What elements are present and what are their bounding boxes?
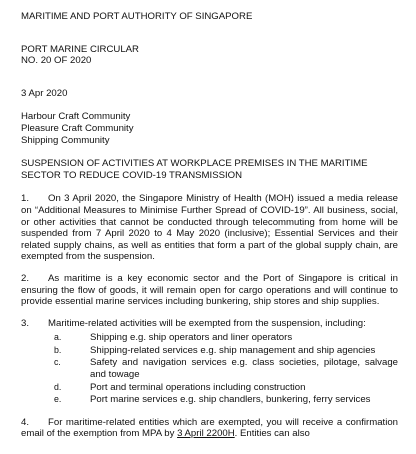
recipient: Pleasure Craft Community xyxy=(21,122,134,134)
exemption-deadline: 3 April 2200H xyxy=(177,428,235,440)
list-item-text: Shipping-related services e.g. ship management and ship agencies xyxy=(90,344,376,356)
recipient: Harbour Craft Community xyxy=(21,111,131,123)
paragraph-text: . Entities can also xyxy=(234,428,310,440)
paragraph-number: 2. xyxy=(21,272,30,284)
list-item-letter: a. xyxy=(54,332,62,343)
subject-line: SECTOR TO REDUCE COVID-19 TRANSMISSION xyxy=(21,169,243,181)
paragraph-text: For maritime-related entities which are exempted, you will receive a confirmation email of the exemption from MPA by xyxy=(21,416,398,440)
list-item xyxy=(21,394,398,406)
circular-number: NO. 20 OF 2020 xyxy=(21,55,92,67)
paragraph-text: Maritime-related activities will be exempted from the suspension, including: xyxy=(48,317,366,329)
paragraph-text: On 3 April 2020, the Singapore Ministry of Health (MOH) issued a media release on “Additional Measures to Minimise Further Spread of COVID-19”. All business, social, or other activities that cannot be conducted through telecommuting from home will be suspended from 7 April 2020 to 4 May 2020 (inclusive); Essential Services and their related supply chains, as well as entities that form a part of the global supply chain, are exempted from the suspension. xyxy=(21,193,398,263)
list-item-text: Port and terminal operations including construction xyxy=(90,381,306,393)
exempted-activities-list xyxy=(21,332,398,406)
paragraph-number: 1. xyxy=(21,193,30,205)
list-item-letter: b. xyxy=(54,344,62,355)
list-item xyxy=(21,332,398,344)
paragraph-2 xyxy=(21,273,398,308)
list-item xyxy=(21,382,398,394)
paragraph-text: As maritime is a key economic sector and the Port of Singapore is critical in ensuring the flow of goods, it will remain open for cargo operations and will continue to provide essential marine services including bunkering, ship stores and ship supplies. xyxy=(21,272,398,308)
list-item-text: Port marine services e.g. ship chandlers, bunkering, ferry services xyxy=(90,394,371,406)
paragraph-number: 4. xyxy=(21,416,30,428)
paragraph-number: 3. xyxy=(21,317,30,329)
circular-title: PORT MARINE CIRCULAR xyxy=(21,43,139,55)
paragraph-4 xyxy=(21,417,398,440)
paragraph-1 xyxy=(21,193,398,263)
list-item-letter: d. xyxy=(54,381,62,392)
list-item xyxy=(21,345,398,357)
recipient-list xyxy=(21,111,398,146)
circular-date: 3 Apr 2020 xyxy=(21,87,68,99)
recipient: Shipping Community xyxy=(21,134,110,146)
list-item xyxy=(21,357,398,380)
paragraph-3 xyxy=(21,318,398,330)
list-item-text: Safety and navigation services e.g. class societies, pilotage, salvage and towage xyxy=(90,357,398,381)
list-item-letter: c. xyxy=(54,357,61,368)
authority-name: MARITIME AND PORT AUTHORITY OF SINGAPORE xyxy=(21,11,253,22)
subject-line: SUSPENSION OF ACTIVITIES AT WORKPLACE PREMISES IN THE MARITIME xyxy=(21,158,368,170)
list-item-letter: e. xyxy=(54,394,62,405)
subject-heading xyxy=(21,158,398,181)
list-item-text: Shipping e.g. ship operators and liner operators xyxy=(90,332,293,344)
